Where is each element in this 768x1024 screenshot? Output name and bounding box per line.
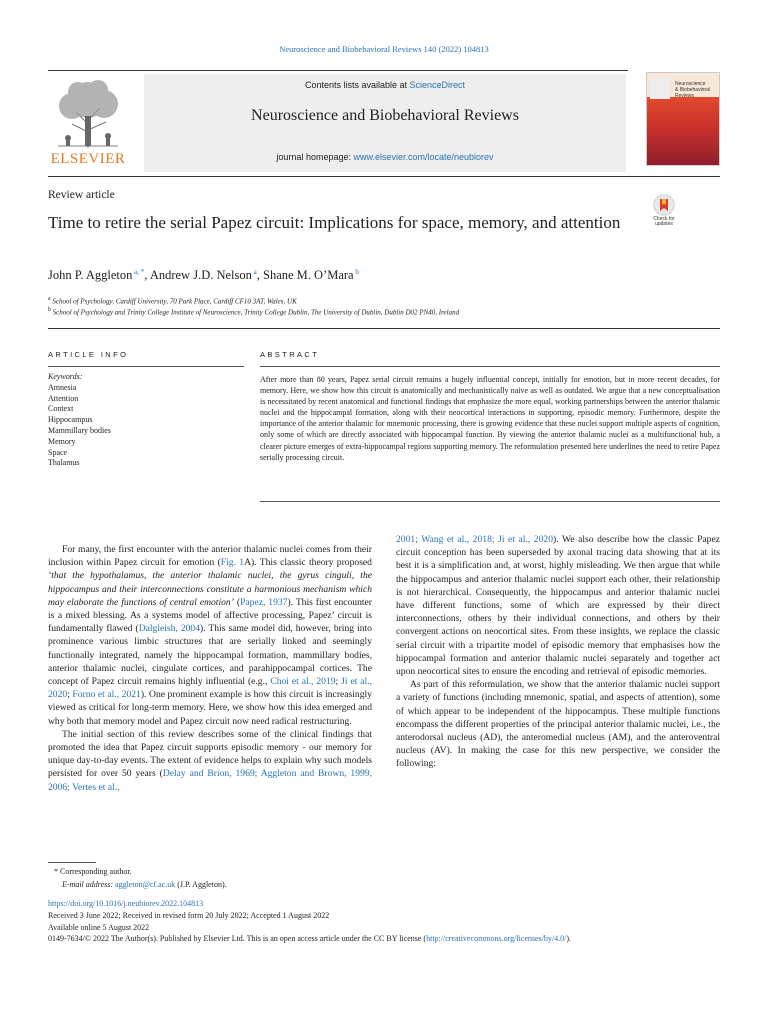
affiliation-key: a: [48, 296, 51, 302]
masthead-bottom-rule: [48, 176, 720, 177]
keyword: Mammillary bodies: [48, 425, 111, 435]
available-online: Available online 5 August 2022: [48, 922, 150, 932]
check-for-updates-button[interactable]: [646, 194, 682, 228]
author-name[interactable]: Shane M. O’Mara: [263, 268, 354, 283]
cover-title-line: & Biobehavioral: [675, 87, 711, 93]
check-label-line: updates: [655, 221, 673, 227]
publication-info: [48, 898, 728, 945]
body-text: (: [233, 596, 241, 608]
keyword: Attention: [48, 393, 79, 403]
keywords-list: [48, 372, 111, 469]
body-text: ). We also describe how the classic Papez circuit conception has been superseded by axonal tracing data showing that at its best it is a simplification and, at worst, highly misleading. We then argue that while the hippocampus and anterior thalamic nuclei support each other, their relationship is not hierarchical. Consequently, the hippocampus and anterior thalamic nuclei have different functions, some of which are expressed by their direct interconnections, others by their individual connections, and others by their convergent actions on neocortical sites. From these insights, we replace the classic serial circuit with a tripartite model of episodic memory that emphasises how the hippocampal formation and anterior thalamic nuclei separately and together act upon neocortical sites to ensure the encoding and retrieval of episodic memories.: [396, 534, 720, 678]
license-suffix: ).: [566, 934, 572, 944]
corresponding-author-note: * Corresponding author.: [54, 867, 132, 876]
check-for-updates-label: [646, 217, 682, 227]
author-email-link[interactable]: aggleton@cf.ac.uk: [115, 879, 176, 889]
citation-link[interactable]: Papez, 1937: [240, 596, 288, 608]
author-affiliation-marker[interactable]: b: [353, 268, 359, 276]
abstract-text: After more than 80 years, Papez serial circuit remains a hugely influential concept, initially for emotion, but in more recent decades, for memory. Here, we show how this circuit is anatomically and mechanistically naive as well as outdated. We argue that a new conceptualisation is necessitated by recent anatomical and functional findings that emphasize the more equal, working partnerships between the anterior thalamic nuclei and the hippocampal formation, along with their neocortical interactions in supporting, episodic memory. Furthermore, despite the importance of the anterior thalamic for mnemonic processing, there is growing evidence that these nuclei support multiple aspects of cognition, only some of which are directly associated with hippocampal function. By viewing the anterior thalamic nuclei as a multifunctional hub, a clearer picture emerges of extra-hippocampal regions supporting memory. The reformulation presented here underlines the need to retire Papez serially processing circuit.: [260, 375, 720, 462]
body-text: For many, the first encounter with the anterior thalamic nuclei comes from their inclusion within Papez circuit for emotion (: [48, 544, 372, 569]
affiliation-text: School of Psychology and Trinity College Institute of Neuroscience, Trinity College Dublin, The University of Dublin, Dublin D02 PN40, Ireland: [50, 308, 460, 317]
cover-title: [675, 81, 710, 99]
affiliation-text: School of Psychology, Cardiff University, 70 Park Place, Cardiff CF10 3AT, Wales, UK: [50, 297, 297, 306]
footnote-rule: [48, 862, 96, 863]
elsevier-logo[interactable]: [48, 76, 128, 168]
license-link[interactable]: http://creativecommons.org/licenses/by/4.0/: [426, 934, 567, 944]
keyword: Hippocampus: [48, 415, 93, 425]
body-paragraph: [48, 543, 372, 728]
affiliation-a: [48, 296, 297, 305]
keyword: Context: [48, 404, 74, 414]
article-type: Review article: [48, 189, 115, 201]
article-info-heading: ARTICLE INFO: [48, 350, 129, 359]
journal-citation[interactable]: Neuroscience and Biobehavioral Reviews 140 (2022) 104813: [279, 44, 489, 54]
author-name[interactable]: John P. Aggleton: [48, 268, 133, 283]
masthead-top-rule: [48, 70, 628, 71]
journal-cover-thumbnail[interactable]: [646, 72, 720, 166]
author-separator: ,: [256, 268, 263, 283]
received-dates: Received 3 June 2022; Received in revised form 20 July 2022; Accepted 1 August 2022: [48, 910, 330, 920]
body-column-left: [48, 543, 372, 794]
header-rule: [48, 328, 720, 329]
body-paragraph: [396, 533, 720, 678]
affiliation-key: b: [48, 307, 51, 313]
body-text: ). One prominent example is how this circuit is increasingly viewed as critical for long-term memory. Here, we show how this idea emerged and why both that memory model and Papez circuit now need radical restructuring.: [48, 689, 372, 727]
body-text: ;: [335, 676, 342, 688]
license-line: [48, 933, 728, 945]
abstract-rule-top: [260, 366, 720, 367]
email-note: [48, 879, 227, 892]
cover-title-line: Neuroscience: [675, 81, 706, 87]
keyword: Space: [48, 447, 68, 457]
abstract-heading: ABSTRACT: [260, 350, 320, 359]
article-info-rule: [48, 366, 244, 367]
author-affiliation-marker[interactable]: a: [251, 268, 257, 276]
homepage-prefix: journal homepage:: [276, 152, 354, 162]
journal-homepage-link[interactable]: www.elsevier.com/locate/neubiorev: [353, 152, 494, 162]
body-text: A). This classic theory proposed: [244, 557, 372, 569]
journal-masthead: [144, 74, 626, 172]
keyword: Thalamus: [48, 458, 80, 468]
footnotes: [48, 866, 227, 892]
elsevier-tree-icon: [48, 76, 128, 150]
citation-link[interactable]: 2001; Wang et al., 2018; Ji et al., 2020: [396, 534, 553, 545]
body-text: ). This first encounter is a mixed blessing. As a systems model of affective processing, Papez’ circuit is fundamentally flawed (: [48, 596, 373, 635]
body-text: The initial section of this review describes some of the clinical findings that promoted the idea that Papez circuit supports episodic memory - our memory for unique day-to-day events. The extent of evidence helps to explain why such models persisted for over 50 years (: [48, 728, 372, 780]
keyword: Memory: [48, 436, 76, 446]
body-text: As part of this reformulation, we show that the anterior thalamic nuclei support a variety of functions (including mnemonic, spatial, and aspects of attention), some of which appear to be independent of the hippocampus. These multiple functions encompass the different properties of the principal anterior thalamic nuclei, i.e., the anterodorsal nucleus (AD), the anteromedial nucleus (AM), and the anteroventral nucleus (AV). In making the case for this new perspective, we consider the following:: [396, 679, 720, 770]
body-text: ). This same model did, however, bring into prominence various limbic structures that are serially linked and seemingly functionally integrated, namely the hippocampal formation, mammillary bodies, anterior thalamic nuclei, cingulate cortices, and parahippocampal cortices. The concept of Papez circuit remains highly influential (e.g.,: [48, 623, 372, 688]
sciencedirect-link[interactable]: ScienceDirect: [409, 80, 466, 90]
article-title: Time to retire the serial Papez circuit: Implications for space, memory, and attention: [48, 213, 621, 232]
check-label-line: Check for: [653, 216, 675, 222]
doi-link[interactable]: https://doi.org/10.1016/j.neubiorev.2022.104813: [48, 899, 204, 908]
citation-link[interactable]: Choi et al., 2019: [270, 676, 336, 688]
cover-title-line: Reviews: [675, 93, 694, 99]
citation-link[interactable]: Fig. 1: [220, 557, 245, 569]
quoted-text: ‘that the hypothalamus, the anterior thalamic nuclei, the gyrus cinguli, the hippocampus and their interconnections constitute a harmonious mechanism which may elaborate the functions of central emotion’: [48, 570, 372, 608]
check-for-updates-icon: [653, 194, 675, 216]
body-text: ;: [67, 689, 73, 701]
cover-publisher-logo: [650, 77, 670, 99]
body-column-right: [396, 533, 720, 771]
author-list: [48, 268, 359, 283]
author-separator: ,: [144, 268, 150, 283]
citation-link[interactable]: Ji et al., 2020: [48, 676, 373, 701]
keywords-label: Keywords:: [48, 372, 83, 381]
body-paragraph: [48, 728, 372, 794]
email-label: E-mail address:: [62, 879, 116, 889]
publisher-wordmark: ELSEVIER: [50, 151, 126, 167]
citation-link[interactable]: Forno et al., 2021: [72, 689, 141, 701]
affiliation-b: [48, 307, 459, 316]
email-suffix: (J.P. Aggleton).: [175, 879, 227, 889]
contents-line: [144, 80, 626, 90]
citation-link[interactable]: Dalgleish, 2004: [138, 623, 201, 635]
journal-title: Neuroscience and Biobehavioral Reviews: [251, 107, 519, 124]
author-name[interactable]: Andrew J.D. Nelson: [149, 268, 252, 283]
homepage-line: [144, 152, 626, 162]
abstract-rule-bottom: [260, 501, 720, 502]
keyword: Amnesia: [48, 382, 77, 392]
body-paragraph: [396, 678, 720, 770]
contents-prefix: Contents lists available at: [304, 80, 410, 90]
author-affiliation-marker[interactable]: a, *: [132, 268, 145, 276]
citation-link[interactable]: Delay and Brion, 1969; Aggleton and Brown, 1999, 2006; Vertes et al.,: [48, 768, 373, 793]
license-text: 0149-7634/© 2022 The Author(s). Published by Elsevier Ltd. This is an open access article under the CC BY license (: [48, 934, 427, 944]
